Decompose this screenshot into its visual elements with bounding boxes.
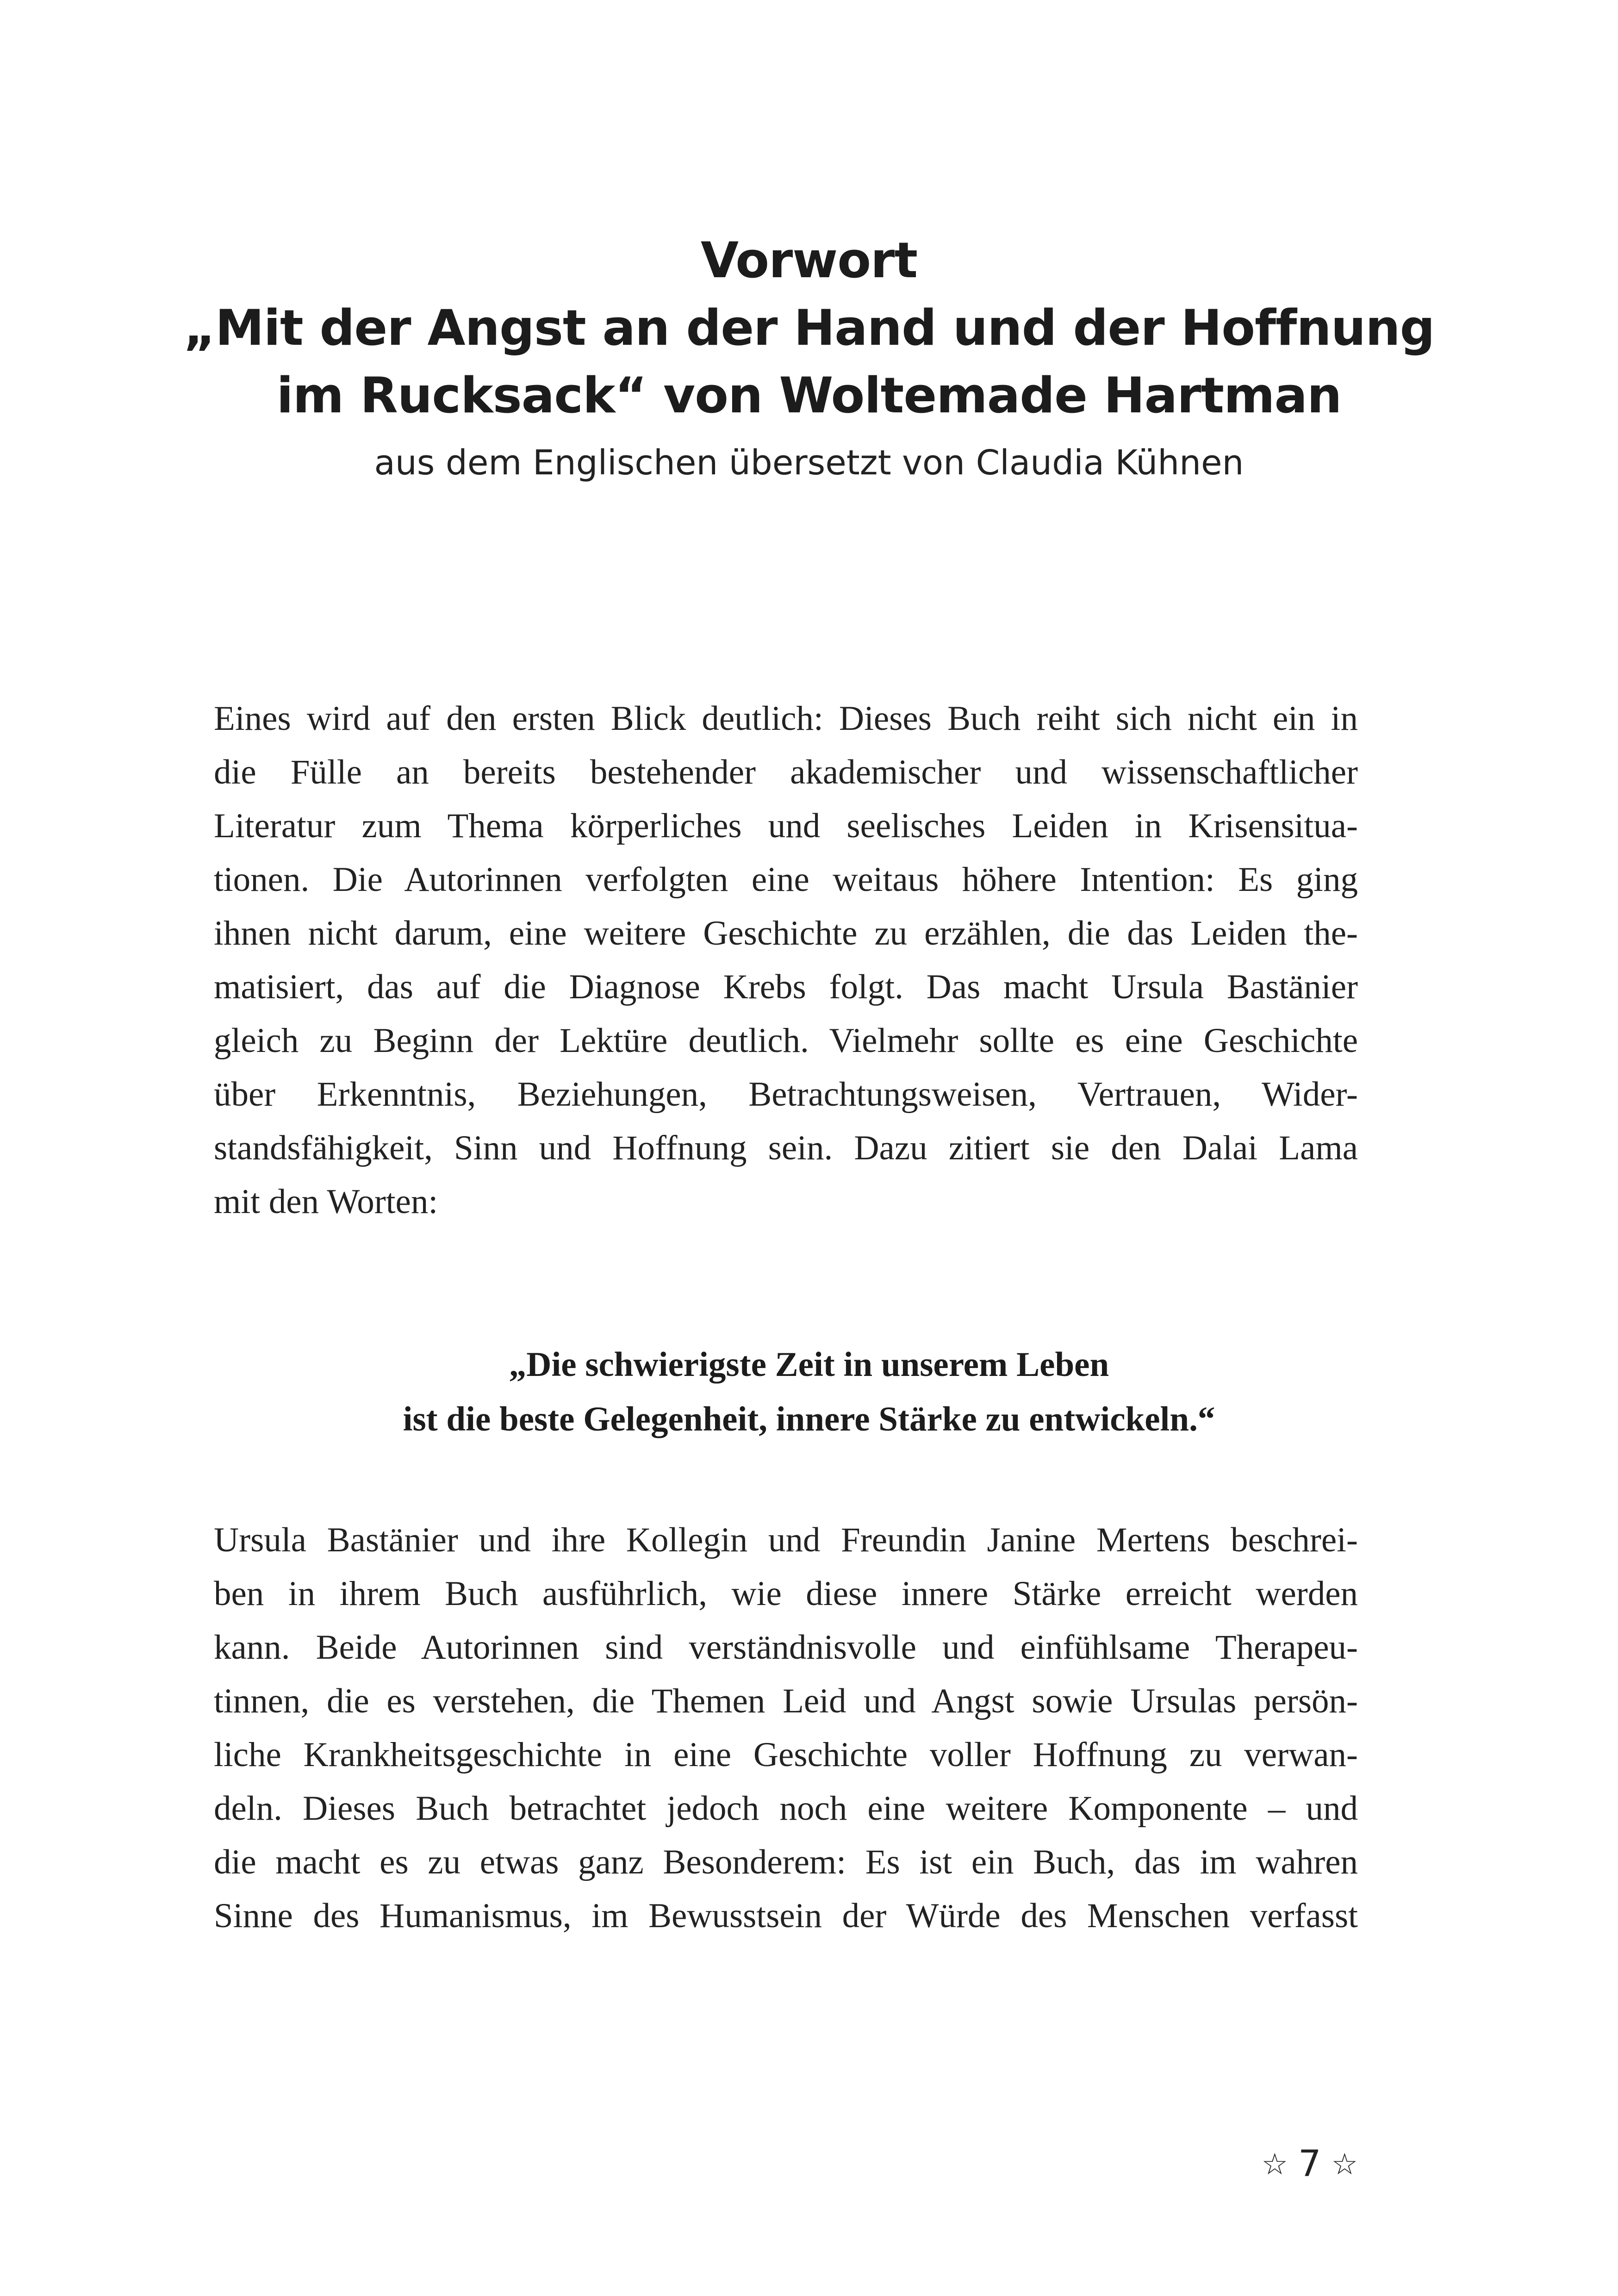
text-line: standsfähigkeit, Sinn und Hoffnung sein. Dazu zitiert sie den Dalai Lama (214, 1129, 1358, 1167)
text-line: liche Krankheitsgeschichte in eine Geschichte voller Hoffnung zu verwan- (214, 1736, 1358, 1774)
text-line: tionen. Die Autorinnen verfolgten eine weitaus höhere Intention: Es ging (214, 860, 1358, 899)
translator-credit: aus dem Englischen übersetzt von Claudia Kühnen (374, 443, 1244, 483)
text-line: deln. Dieses Buch betrachtet jedoch noch eine weitere Komponente – und (214, 1789, 1358, 1828)
chapter-heading (0, 227, 1618, 486)
text-line: Literatur zum Thema körperliches und seelisches Leiden in Krisensitua- (214, 807, 1358, 845)
book-title-line-1: „Mit der Angst an der Hand und der Hoffnung (183, 299, 1435, 356)
paragraph-2 (214, 1513, 1358, 1943)
chapter-title: Vorwort (700, 232, 918, 289)
text-line: tinnen, die es verstehen, die Themen Leid und Angst sowie Ursulas persön- (214, 1682, 1358, 1720)
star-outline-icon: ☆ (1261, 2147, 1288, 2182)
text-line: Ursula Bastänier und ihre Kollegin und Freundin Janine Mertens beschrei- (214, 1521, 1358, 1559)
text-line: matisiert, das auf die Diagnose Krebs folgt. Das macht Ursula Bastänier (214, 968, 1358, 1006)
quote-line-1: „Die schwierigste Zeit in unserem Leben (509, 1345, 1109, 1384)
dalai-lama-quote (0, 1338, 1618, 1447)
paragraph-1 (214, 692, 1358, 1229)
text-line: gleich zu Beginn der Lektüre deutlich. Vielmehr sollte es eine Geschichte (214, 1021, 1358, 1060)
text-line: Eines wird auf den ersten Blick deutlich: Dieses Buch reiht sich nicht ein in (214, 699, 1358, 738)
text-line: ben in ihrem Buch ausführlich, wie diese innere Stärke erreicht werden (214, 1574, 1358, 1613)
text-line: ihnen nicht darum, eine weitere Geschichte zu erzählen, die das Leiden the- (214, 914, 1358, 952)
text-line: die Fülle an bereits bestehender akademischer und wissenschaftlicher (214, 753, 1358, 791)
text-line: über Erkenntnis, Beziehungen, Betrachtungsweisen, Vertrauen, Wider- (214, 1075, 1358, 1114)
text-line: mit den Worten: (214, 1182, 438, 1221)
quote-line-2: ist die beste Gelegenheit, innere Stärke zu entwickeln.“ (403, 1400, 1215, 1438)
star-outline-icon: ☆ (1331, 2147, 1358, 2182)
text-line: Sinne des Humanismus, im Bewusstsein der Würde des Menschen verfasst (214, 1897, 1358, 1935)
text-line: kann. Beide Autorinnen sind verständnisvolle und einfühlsame Therapeu- (214, 1628, 1358, 1667)
page-number-footer (1262, 2141, 1358, 2188)
page-number: 7 (1298, 2143, 1321, 2185)
text-line: die macht es zu etwas ganz Besonderem: Es ist ein Buch, das im wahren (214, 1843, 1358, 1881)
book-title-line-2: im Rucksack“ von Woltemade Hartman (276, 367, 1342, 424)
